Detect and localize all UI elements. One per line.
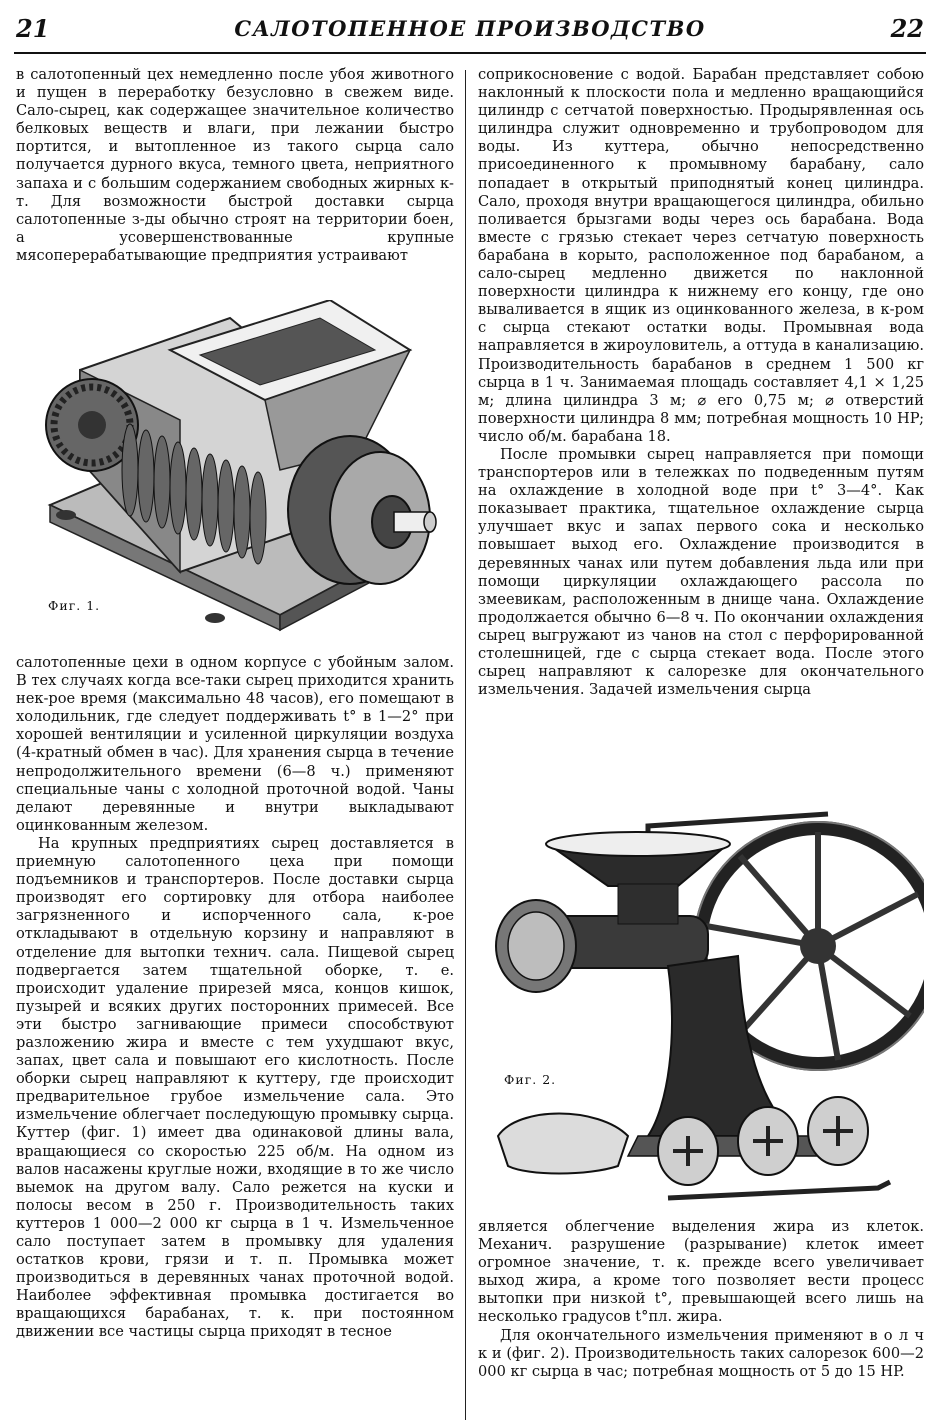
header-rule — [14, 52, 926, 54]
running-title: САЛОТОПЕННОЕ ПРОИЗВОДСТВО — [234, 16, 706, 41]
paragraph: в салотопенный цех немедленно после убоя животного и пущен в переработку безусловно в свежем виде. Сало-сырец, как содержащее значительное количество белковых веществ и влаги, при лежании быстро портится, и вытопленное из такого сырца сало получается дурного вкуса, темного цвета, неприятного запаха и с большим содержанием свободных жирных к-т. Для возможности быстрой доставки сырца салотопенные з-ды обычно строят на территории боен, а усовершенствованные крупные мясоперерабатывающие предприятия устраивают — [16, 66, 454, 264]
figure-2-grinder — [478, 806, 924, 1210]
figure-1-cutter — [30, 300, 460, 636]
running-header — [12, 14, 928, 44]
paragraph: салотопенные цехи в одном корпусе с убойным залом. В тех случаях когда все-таки сырец приходится хранить нек-рое время (максимально 48 часов), его помещают в холодильник, где следует поддерживать t° в 1—2° при хорошей вентиляции и усиленной циркуляции воздуха (4-кратный обмен в час). Для хранения сырца в течение непродолжительного времени (6—8 ч.) применяют специальные чаны с холодной проточной водой. Чаны делают деревянные и внутри выкладывают оцинкованным железом. — [16, 654, 454, 834]
right-column-bottom — [478, 1218, 924, 1381]
paragraph: После промывки сырец направляется при помощи транспортеров или в тележках по подведенным путям на охлаждение в холодной воде при t° 3—4°. Как показывает практика, тщательное охлаждение сырца улучшает вкус и запах первого сока и несколько повышает выход его. Охлаждение производится в деревянных чанах или путем добавления льда или при помощи циркуляции охлаждающего рассола по змеевикам, расположенным в днище чана. Охлаждение продолжается обычно 6—8 ч. По окончании охлаждения сырец выгружают из чанов на стол с перфорированной столешницей, где с сырца стекает вода. После этого сырец направляют к салорезке для окончательного измельчения. Задачей измельчения сырца — [478, 445, 924, 699]
figure-1-caption: Фиг. 1. — [48, 598, 101, 613]
figure-2-caption: Фиг. 2. — [504, 1072, 557, 1087]
left-column-bottom — [16, 654, 454, 1342]
left-column-top — [16, 66, 454, 265]
cutter-illustration — [30, 300, 460, 636]
paragraph: соприкосновение с водой. Барабан представляет собою наклонный к плоскости пола и медленно вращающийся цилиндр с сетчатой поверхностью. Продырявленная ось цилиндра служит одновременно и трубопроводом для воды. Из куттера, обычно непосредственно присоединенного к промывному барабану, сало попадает в открытый приподнятый конец цилиндра. Сало, проходя внутри вращающегося цилиндра, обильно поливается брызгами воды через ось барабана. Вода вместе с грязью стекает через сетчатую поверхность барабана в корыто, расположенное под барабаном, а сало-сырец медленно движется по наклонной поверхности цилиндра к нижнему его концу, где оно вываливается в ящик из оцинкованного железа, в к-ром с сырца стекают остатки воды. Промывная вода направляется в жироуловитель, а оттуда в канализацию. Производительность барабанов в среднем 1 500 кг сырца в 1 ч. Занимаемая площадь составляет 4,1 × 1,25 м; длина цилиндра 3 м; ⌀ его 0,75 м; ⌀ отверстий поверхности цилиндра 8 мм; потребная мощность 10 HP; число об/м. барабана 18. — [478, 66, 924, 445]
page-number-left: 21 — [16, 14, 50, 43]
column-divider — [465, 70, 466, 1420]
right-column-top — [478, 66, 924, 699]
paragraph: является облегчение выделения жира из клеток. Механич. разрушение (разрывание) клеток имеет огромное значение, т. к. прежде всего увеличивает выход жира, а кроме того позволяет вести процесс вытопки при низкой t°, превышающей всего лишь на несколько градусов t°пл. жира. — [478, 1218, 924, 1326]
paragraph: На крупных предприятиях сырец доставляется в приемную салотопенного цеха при помощи подъемников и транспортеров. После доставки сырца производят его сортировку для отбора наиболее загрязненного и испорченного сала, к-рое откладывают в отдельную корзину и направляют в отделение для вытопки технич. сала. Пищевой сырец подвергается затем тщательной оборке, т. е. происходит удаление прирезей мяса, концов кишок, пузырей и всяких других посторонних примесей. Все эти быстро загнивающие примеси способствуют разложению жира и вместе с тем ухудшают вкус, запах, цвет сала и повышают его кислотность. После оборки сырец направляют к куттеру, где происходит предварительное грубое измельчение сала. Это измельчение облегчает последующую промывку сырца. Куттер (фиг. 1) имеет два одинаковой длины вала, вращающиеся со скоростью 225 об/м. На одном из валов насажены круглые ножи, входящие в то же число выемок на другом валу. Сало режется на куски и полосы весом в 250 г. Производительность таких куттеров 1 000—2 000 кг сырца в 1 ч. Измельченное сало поступает затем в промывку для удаления остатков крови, грязи и т. п. Промывка может производиться в деревянных чанах проточной водой. Наиболее эффективная промывка достигается во вращающихся барабанах, т. к. при постоянном движении все частицы сырца приходят в тесное — [16, 834, 454, 1341]
paragraph: Для окончательного измельчения применяют в о л ч к и (фиг. 2). Производительность таких салорезок 600—2 000 кг сырца в час; потребная мощность от 5 до 15 HP. — [478, 1326, 924, 1380]
grinder-illustration — [478, 806, 924, 1210]
page-number-right: 22 — [890, 14, 924, 43]
